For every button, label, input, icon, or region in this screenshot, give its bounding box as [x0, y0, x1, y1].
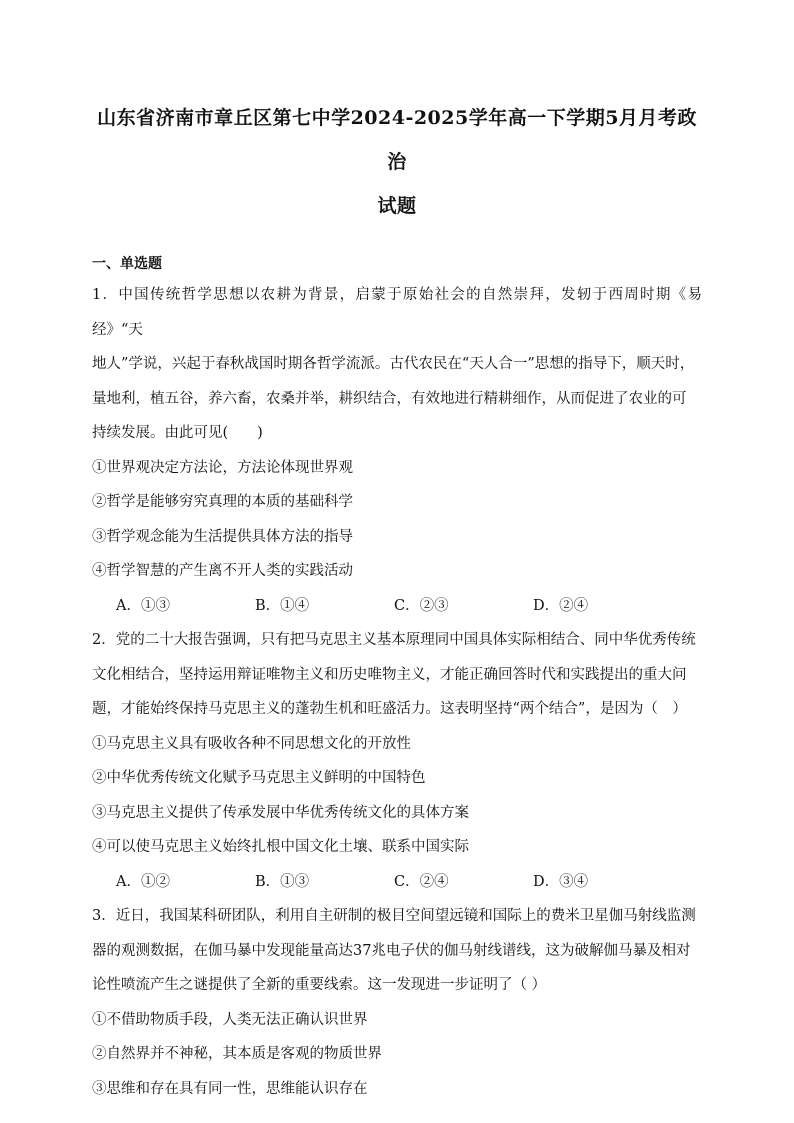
statement-option: ②哲学是能够穷究真理的本质的基础科学	[92, 494, 353, 510]
answer-choice-c: C．②③	[394, 597, 449, 614]
question-stem-line: 1．中国传统哲学思想以农耕为背景，启蒙于原始社会的自然崇拜，发轫于西周时期《易经》“天	[92, 287, 702, 338]
statement-option: ④哲学智慧的产生离不开人类的实践活动	[92, 563, 353, 579]
question-3	[92, 899, 702, 1106]
answer-choices	[92, 589, 702, 624]
answer-choice-b: B．①④	[255, 597, 310, 614]
document-title-line1: 山东省济南市章丘区第七中学2024-2025学年高一下学期5月月考政治	[97, 107, 697, 173]
statement-option: ①不借助物质手段，人类无法正确认识世界	[92, 1011, 368, 1028]
answer-choice-d: D．②④	[533, 597, 589, 614]
statement-option: ①马克思主义具有吸收各种不同思想文化的开放性	[92, 735, 411, 752]
statement-option: ③哲学观念能为生活提供具体方法的指导	[92, 528, 353, 545]
answer-choice-d: D．③④	[533, 873, 589, 890]
question-stem-line: 持续发展。由此可见( )	[92, 425, 263, 441]
section-heading: 一、单选题	[92, 256, 162, 272]
answer-choice-a: A．①③	[116, 597, 170, 614]
statement-option: ④可以使马克思主义始终扎根中国文化土壤、联系中国实际	[92, 839, 469, 855]
question-stem-line: 器的观测数据，在伽马暴中发现能量高达37兆电子伏的伽马射线谱线，这为破解伽马暴及相对	[92, 942, 691, 959]
statement-option: ③马克思主义提供了传承发展中华优秀传统文化的具体方案	[92, 804, 469, 821]
question-stem-line: 地人”学说，兴起于春秋战国时期各哲学流派。古代农民在“天人合一”思想的指导下，顺天时，	[92, 356, 695, 372]
statement-option: ①世界观决定方法论，方法论体现世界观	[92, 459, 353, 476]
question-stem-line: 文化相结合，坚持运用辩证唯物主义和历史唯物主义，才能正确回答时代和实践提出的重大问	[92, 666, 687, 683]
statement-option: ③思维和存在具有同一性，思维能认识存在	[92, 1080, 368, 1097]
question-stem-line: 2．党的二十大报告强调，只有把马克思主义基本原理同中国具体实际相结合、同中华优秀传统	[92, 632, 696, 648]
statement-option: ②中华优秀传统文化赋予马克思主义鲜明的中国特色	[92, 770, 426, 786]
answer-choice-a: A．①②	[116, 873, 170, 890]
question-stem-line: 题，才能始终保持马克思主义的蓬勃生机和旺盛活力。这表明坚持“两个结合”，是因为（ ）	[92, 701, 687, 717]
question-1	[92, 278, 702, 623]
statement-option: ②自然界并不神秘，其本质是客观的物质世界	[92, 1046, 382, 1062]
question-2	[92, 623, 702, 899]
question-stem-line: 量地利，植五谷，养六畜，农桑并举，耕织结合，有效地进行精耕细作，从而促进了农业的可	[92, 390, 687, 407]
document-title-line2: 试题	[377, 195, 417, 217]
answer-choice-b: B．①③	[255, 873, 310, 890]
question-stem-line: 3．近日，我国某科研团队，利用自主研制的极目空间望远镜和国际上的费米卫星伽马射线监测	[92, 908, 696, 924]
answer-choices	[92, 865, 702, 900]
question-stem-line: 论性喷流产生之谜提供了全新的重要线索。这一发现进一步证明了（ ）	[92, 977, 547, 993]
answer-choice-c: C．②④	[394, 873, 449, 890]
